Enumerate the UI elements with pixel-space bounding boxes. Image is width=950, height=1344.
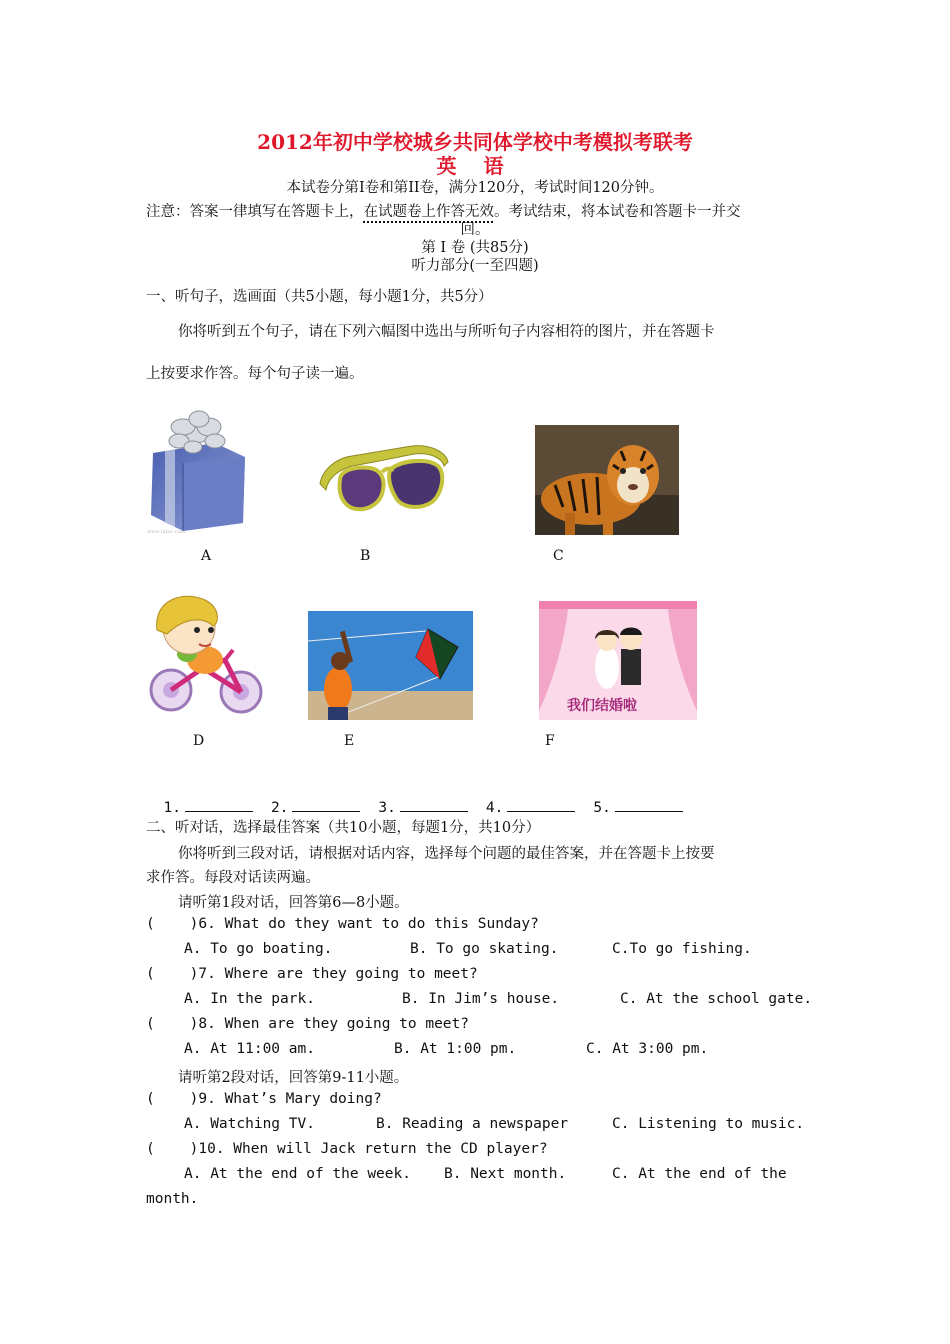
- listening-title: 听力部分(一至四题): [411, 258, 539, 274]
- q9-option-b: B. Reading a newspaper: [376, 1116, 569, 1132]
- notice-part-c: 。考试结束，将本试卷和答题卡一并交: [494, 204, 741, 220]
- picture-f-label: F: [545, 733, 555, 749]
- exam-info: 本试卷分第Ⅰ卷和第II卷，满分120分，考试时间120分钟。: [286, 180, 664, 196]
- blank-label-5: 5.: [593, 800, 611, 816]
- picture-d: [143, 590, 273, 720]
- answer-blanks: [146, 783, 701, 816]
- svg-text:www.nipic.com: www.nipic.com: [147, 529, 186, 535]
- section1-heading: 一、听句子，选画面（共5小题，每小题1分，共5分）: [146, 289, 493, 305]
- subject-title: 英 语: [436, 154, 514, 178]
- picture-a-label: A: [201, 548, 212, 564]
- sunglasses-icon: [312, 440, 452, 520]
- question-8: ( )8. When are they going to meet?: [146, 1016, 470, 1032]
- section2-instruction: 你将听到三段对话，请根据对话内容，选择每个问题的最佳答案，并在答题卡上按要: [178, 846, 715, 862]
- gift-box-icon: [145, 405, 257, 535]
- picture-f: [539, 601, 697, 720]
- dialog1-instruction: 请听第1段对话，回答第6—8小题。: [178, 895, 409, 911]
- picture-d-label: D: [193, 733, 205, 749]
- child-bicycle-icon: [143, 590, 273, 720]
- picture-e: [308, 611, 473, 720]
- picture-c-label: C: [553, 548, 564, 564]
- picture-b-label: B: [360, 548, 371, 564]
- q8-option-b: B. At 1:00 pm.: [394, 1041, 517, 1057]
- kite-photo: [308, 611, 473, 720]
- blank-label-3: 3.: [378, 800, 396, 816]
- q9-option-c: C. Listening to music.: [612, 1116, 805, 1132]
- question-9: ( )9. What’s Mary doing?: [146, 1091, 382, 1107]
- q8-option-a: A. At 11:00 am.: [184, 1041, 315, 1057]
- q8-option-c: C. At 3:00 pm.: [586, 1041, 709, 1057]
- q7-option-c: C. At the school gate.: [620, 991, 813, 1007]
- q7-option-b: B. In Jim’s house.: [402, 991, 560, 1007]
- q7-option-a: A. In the park.: [184, 991, 315, 1007]
- notice-wrap: 回。: [460, 222, 490, 238]
- question-10: ( )10. When will Jack return the CD player?: [146, 1141, 548, 1157]
- question-6: ( )6. What do they want to do this Sunday?: [146, 916, 539, 932]
- answer-blank-4[interactable]: [507, 799, 575, 812]
- picture-e-label: E: [344, 733, 355, 749]
- blank-label-2: 2.: [270, 800, 289, 816]
- volume-title: 第 Ⅰ 卷 (共85分): [421, 240, 529, 256]
- notice-emphasis: 在试题卷上作答无效: [363, 204, 494, 220]
- section1-instruction-cont: 上按要求作答。每个句子读一遍。: [146, 366, 364, 382]
- blank-label-1: 1.: [163, 800, 181, 816]
- q10-option-a: A. At the end of the week.: [184, 1166, 411, 1182]
- q9-option-a: A. Watching TV.: [184, 1116, 315, 1132]
- q10-option-b: B. Next month.: [444, 1166, 567, 1182]
- tiger-photo: [535, 425, 679, 535]
- answer-blank-2[interactable]: [292, 799, 360, 812]
- exam-title: 2012年初中学校城乡共同体学校中考模拟考联考: [257, 130, 693, 154]
- answer-blank-1[interactable]: [185, 799, 253, 812]
- q10-option-c-wrap: month.: [146, 1191, 199, 1207]
- q6-option-b: B. To go skating.: [410, 941, 559, 957]
- dialog2-instruction: 请听第2段对话，回答第9-11小题。: [178, 1070, 409, 1086]
- picture-a: [145, 405, 257, 535]
- q10-option-c: C. At the end of the: [612, 1166, 787, 1182]
- section2-instruction-cont: 求作答。每段对话读两遍。: [146, 870, 320, 886]
- answer-blank-5[interactable]: [615, 799, 683, 812]
- notice-part-a: 注意：答案一律填写在答题卡上，: [146, 204, 364, 220]
- picture-b: [312, 440, 452, 520]
- wedding-text: 我们结婚啦: [567, 698, 637, 714]
- answer-blank-3[interactable]: [400, 799, 468, 812]
- q6-option-c: C.To go fishing.: [612, 941, 752, 957]
- section2-heading: 二、听对话，选择最佳答案（共10小题，每题1分，共10分）: [146, 820, 541, 836]
- q6-option-a: A. To go boating.: [184, 941, 333, 957]
- section1-instruction: 你将听到五个句子，请在下列六幅图中选出与所听句子内容相符的图片，并在答题卡: [178, 324, 715, 340]
- picture-c: [535, 425, 679, 535]
- question-7: ( )7. Where are they going to meet?: [146, 966, 478, 982]
- blank-label-4: 4.: [485, 800, 504, 816]
